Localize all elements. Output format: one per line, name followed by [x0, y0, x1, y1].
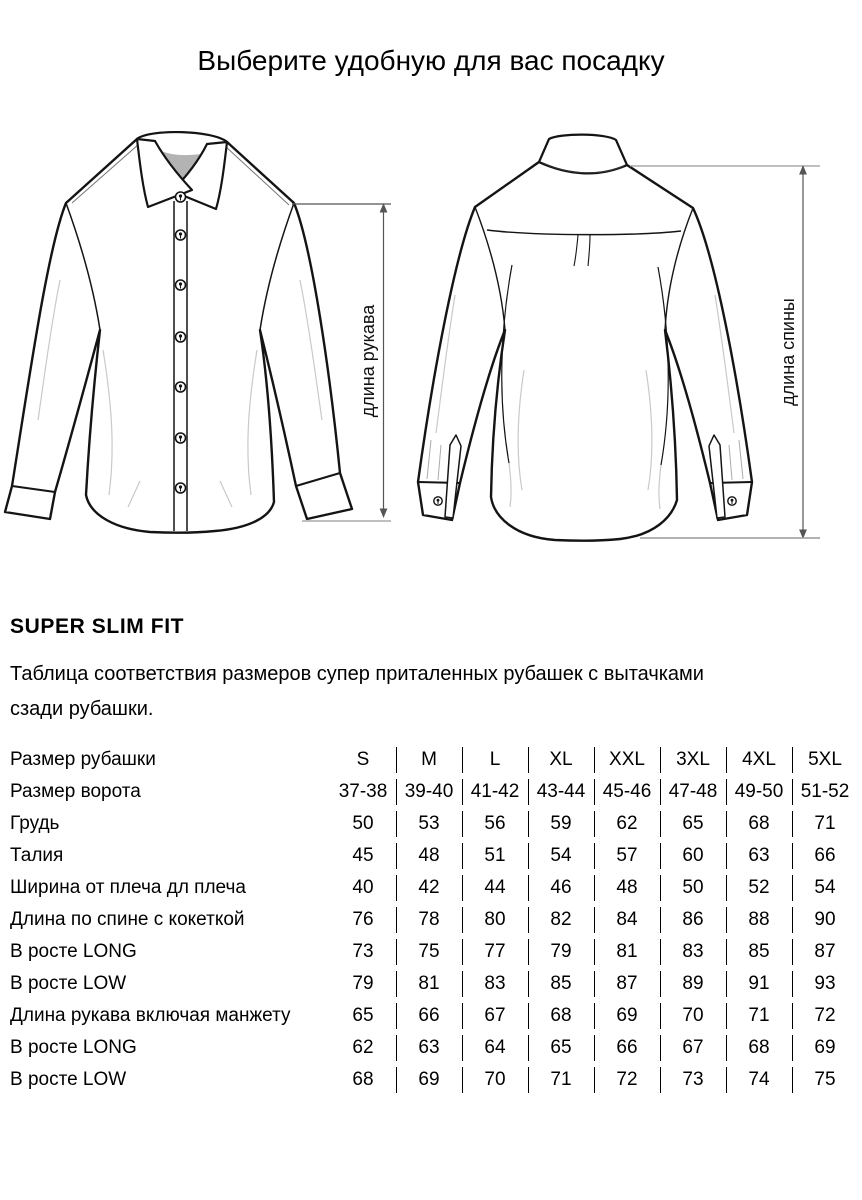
size-value: 68 — [726, 1032, 792, 1064]
size-value: 57 — [594, 840, 660, 872]
size-value: 87 — [594, 968, 660, 1000]
size-value: 73 — [660, 1064, 726, 1096]
size-value: 69 — [396, 1064, 462, 1096]
size-column-header: M — [396, 744, 462, 776]
size-value: 85 — [528, 968, 594, 1000]
size-value: 93 — [792, 968, 858, 1000]
back-shirt-drawing — [418, 135, 752, 541]
cuff-button-left — [434, 497, 442, 505]
size-value: 78 — [396, 904, 462, 936]
size-column-header: L — [462, 744, 528, 776]
size-value: 68 — [352, 1069, 374, 1090]
shirt-button — [176, 280, 186, 290]
size-value: 68 — [726, 808, 792, 840]
shirt-button — [176, 332, 186, 342]
size-value: 64 — [462, 1032, 528, 1064]
page-title: Выберите удобную для вас посадку — [197, 45, 665, 76]
size-table-row — [10, 872, 858, 904]
measurement-label: В росте LOW — [10, 1069, 127, 1090]
size-value: 41-42 — [462, 776, 528, 808]
size-value: 51 — [462, 840, 528, 872]
size-value: 54 — [528, 840, 594, 872]
size-value: 60 — [660, 840, 726, 872]
size-value: 88 — [726, 904, 792, 936]
size-value: 46 — [528, 872, 594, 904]
size-table-row — [10, 904, 858, 936]
size-value: 63 — [396, 1032, 462, 1064]
size-value: 44 — [462, 872, 528, 904]
size-value: 43-44 — [528, 776, 594, 808]
size-value: 89 — [660, 968, 726, 1000]
size-value: 90 — [792, 904, 858, 936]
size-column-header: 4XL — [726, 744, 792, 776]
size-column-header: XXL — [594, 744, 660, 776]
size-table-body — [10, 744, 858, 1096]
back-collar — [539, 135, 627, 174]
size-value: 79 — [352, 973, 374, 994]
shirt-button — [176, 192, 186, 202]
size-table-row — [10, 776, 858, 808]
size-value: 81 — [594, 936, 660, 968]
size-value: 71 — [792, 808, 858, 840]
size-table — [10, 744, 858, 1096]
size-column-header: 5XL — [792, 744, 858, 776]
size-value: 47-48 — [660, 776, 726, 808]
size-value: 59 — [528, 808, 594, 840]
shirt-button — [176, 382, 186, 392]
size-table-row — [10, 968, 858, 1000]
size-value: 84 — [594, 904, 660, 936]
size-value: 69 — [792, 1032, 858, 1064]
size-value: 39-40 — [396, 776, 462, 808]
size-value: 83 — [462, 968, 528, 1000]
size-value: 66 — [594, 1032, 660, 1064]
size-value: 51-52 — [792, 776, 858, 808]
size-value: 79 — [528, 936, 594, 968]
size-table-row — [10, 1000, 858, 1032]
shirt-button — [176, 483, 186, 493]
size-value: 50 — [352, 813, 374, 834]
size-value: 81 — [396, 968, 462, 1000]
size-table-row — [10, 1064, 858, 1096]
shirt-button — [176, 230, 186, 240]
size-table-row — [10, 840, 858, 872]
size-value: 37-38 — [338, 781, 388, 802]
size-value: 65 — [352, 1005, 374, 1026]
size-value: 91 — [726, 968, 792, 1000]
size-value: 75 — [396, 936, 462, 968]
size-column-header: 3XL — [660, 744, 726, 776]
size-value: 75 — [792, 1064, 858, 1096]
size-value: 86 — [660, 904, 726, 936]
size-table-row — [10, 1032, 858, 1064]
cuff-button-right — [728, 497, 736, 505]
size-value: 70 — [660, 1000, 726, 1032]
back-length-label: длина спины — [778, 298, 798, 406]
size-value: 71 — [528, 1064, 594, 1096]
size-value: 85 — [726, 936, 792, 968]
size-value: 74 — [726, 1064, 792, 1096]
size-value: 67 — [462, 1000, 528, 1032]
size-value: 73 — [352, 941, 374, 962]
size-value: 62 — [594, 808, 660, 840]
size-value: 68 — [528, 1000, 594, 1032]
measurement-label: В росте LOW — [10, 973, 127, 994]
section-description — [10, 657, 830, 727]
size-value: 77 — [462, 936, 528, 968]
size-value: 63 — [726, 840, 792, 872]
size-value: 56 — [462, 808, 528, 840]
size-value: 48 — [594, 872, 660, 904]
size-value: 80 — [462, 904, 528, 936]
description-line: сзади рубашки. — [10, 698, 154, 720]
size-value: 67 — [660, 1032, 726, 1064]
measurement-label: Ширина от плеча дл плеча — [10, 877, 246, 898]
arrowhead-down — [380, 509, 388, 519]
measurement-label: Грудь — [10, 813, 60, 834]
sleeve-length-label: длина рукава — [358, 304, 378, 418]
size-table-row — [10, 808, 858, 840]
back-shirt-outline — [418, 162, 752, 541]
size-value: 82 — [528, 904, 594, 936]
size-value: 66 — [792, 840, 858, 872]
size-value: 71 — [726, 1000, 792, 1032]
size-value: 48 — [396, 840, 462, 872]
size-value: 52 — [726, 872, 792, 904]
size-value: 65 — [528, 1032, 594, 1064]
size-value: 62 — [352, 1037, 374, 1058]
size-value: 45 — [352, 845, 374, 866]
size-value: 49-50 — [726, 776, 792, 808]
shirt-diagram — [0, 115, 862, 560]
size-column-header: S — [356, 749, 370, 770]
size-value: 40 — [352, 877, 374, 898]
size-value: 69 — [594, 1000, 660, 1032]
size-value: 65 — [660, 808, 726, 840]
measurement-label: Длина по спине с кокеткой — [10, 909, 245, 930]
measurement-label: Длина рукава включая манжету — [10, 1005, 291, 1026]
section-heading: SUPER SLIM FIT — [10, 615, 185, 638]
size-value: 50 — [660, 872, 726, 904]
size-value: 76 — [352, 909, 374, 930]
measurement-label: Размер ворота — [10, 781, 141, 802]
size-value: 72 — [792, 1000, 858, 1032]
size-value: 72 — [594, 1064, 660, 1096]
size-table-header-row — [10, 744, 858, 776]
size-value: 70 — [462, 1064, 528, 1096]
front-shirt-drawing — [5, 132, 352, 532]
measurement-label: В росте LONG — [10, 1037, 137, 1058]
size-column-header: XL — [528, 744, 594, 776]
size-value: 42 — [396, 872, 462, 904]
description-line: Таблица соответствия размеров супер приталенных рубашек с вытачками — [10, 663, 704, 685]
size-value: 87 — [792, 936, 858, 968]
measurement-label: В росте LONG — [10, 941, 137, 962]
size-value: 66 — [396, 1000, 462, 1032]
size-value: 53 — [396, 808, 462, 840]
size-value: 83 — [660, 936, 726, 968]
size-value: 54 — [792, 872, 858, 904]
size-value: 45-46 — [594, 776, 660, 808]
shirt-button — [176, 433, 186, 443]
measurement-label: Талия — [10, 845, 64, 866]
size-table-row — [10, 936, 858, 968]
row-label: Размер рубашки — [10, 749, 156, 770]
